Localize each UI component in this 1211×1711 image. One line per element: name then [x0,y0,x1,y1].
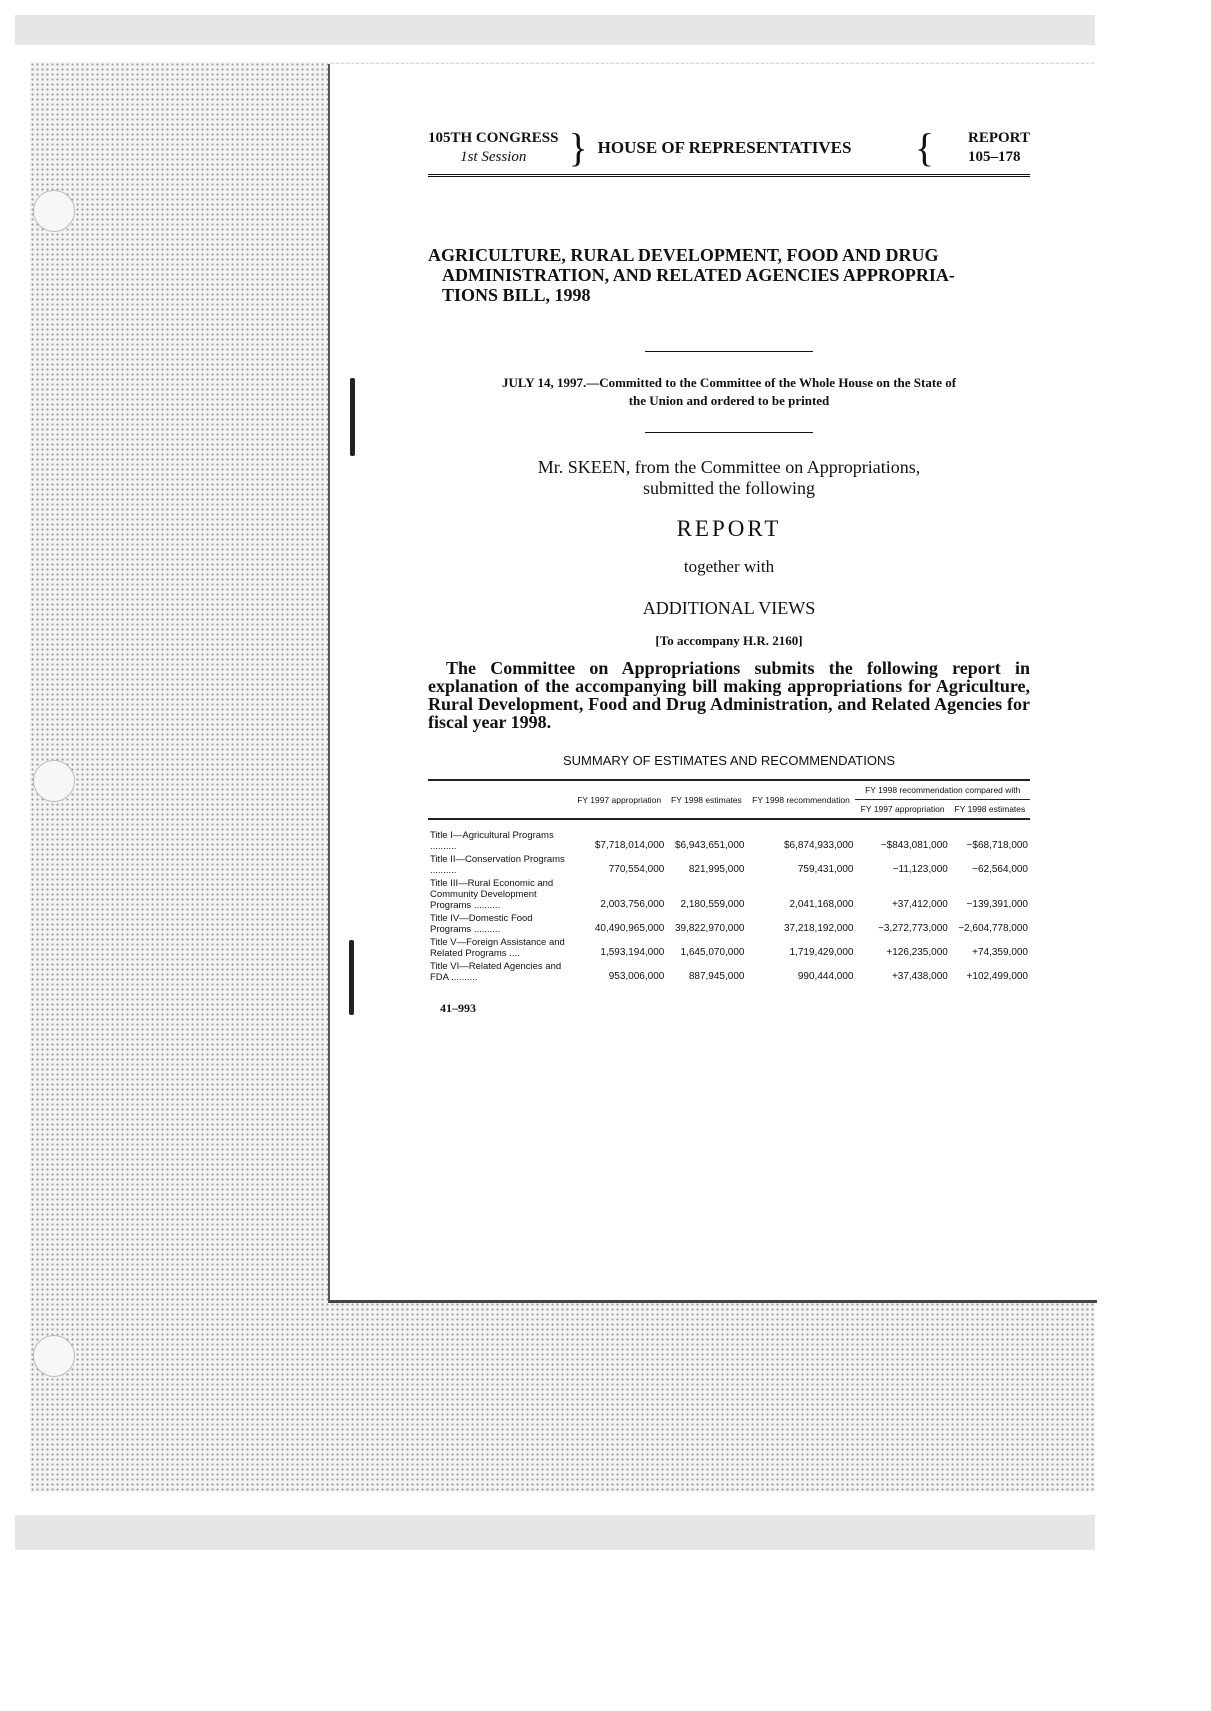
chamber: HOUSE OF REPRESENTATIVES [597,138,852,157]
table-cell: −139,391,000 [966,899,1028,910]
column-header: FY 1997 appropriation [572,780,666,819]
bill-title [428,245,1030,305]
together-with: together with [683,557,775,576]
date-line [428,374,1030,410]
table-cell: 887,945,000 [688,971,745,982]
body-paragraph: The Committee on Appropriations submits the following report in explanation of the accompanying bill making appropriations for Agriculture, Rural Development, Food and Drug Administration, and Related Agencies for fiscal year 1998. [428,658,1030,732]
row-label: Title II—Conservation Programs .......... [430,854,565,876]
table-cell: 1,593,194,000 [600,947,665,958]
table-cell: 2,003,756,000 [600,899,665,910]
table-cell: 953,006,000 [608,971,665,982]
row-label: Title III—Rural Economic and Community Development Programs .......... [430,878,554,911]
title-line: AGRICULTURE, RURAL DEVELOPMENT, FOOD AND DRUG [428,245,939,265]
table-row [428,935,1030,959]
table-title: SUMMARY OF ESTIMATES AND RECOMMENDATIONS [562,753,895,768]
column-header: FY 1997 appropriation [855,800,949,820]
scan-bottom-band [15,1515,1095,1550]
title-line: ADMINISTRATION, AND RELATED AGENCIES APPROPRIA- [442,265,955,285]
table-cell: +74,359,000 [972,947,1028,958]
report-number: 105–178 [968,149,1021,165]
table-cell: 40,490,965,000 [594,923,665,934]
table-cell: −$843,081,000 [880,840,948,851]
report-heading: REPORT [676,516,782,541]
page-content [428,125,1030,1016]
column-header: FY 1998 estimates [666,780,746,819]
table-cell: +126,235,000 [886,947,948,958]
blank-header [428,780,572,819]
brace-right: } [568,125,588,170]
table-cell: 1,719,429,000 [789,947,854,958]
document-header [428,125,1030,177]
intro-line: submitted the following [643,478,815,498]
table-cell: 759,431,000 [797,864,854,875]
footer-code: 41–993 [440,1001,476,1015]
punch-hole [33,1335,75,1377]
table-cell: $6,874,933,000 [783,840,854,851]
row-label: Title V—Foreign Assistance and Related Programs .... [430,937,565,959]
table-cell: $6,943,651,000 [674,840,745,851]
table-row [428,911,1030,935]
table-cell: 770,554,000 [608,864,665,875]
table-cell: 39,822,970,000 [674,923,745,934]
table-row [428,852,1030,876]
punch-hole [33,190,75,232]
title-line: TIONS BILL, 1998 [442,285,591,305]
table-cell: 2,041,168,000 [789,899,854,910]
column-header: FY 1998 recommendation [746,780,855,819]
table-cell: 990,444,000 [797,971,854,982]
table-cell: 821,995,000 [688,864,745,875]
accompany-note: [To accompany H.R. 2160] [655,633,803,648]
table-cell: −2,604,778,000 [958,923,1028,934]
date-text: JULY 14, 1997.—Committed to the Committee of the Whole House on the State of [501,375,957,390]
summary-table [428,779,1030,983]
table-row [428,959,1030,983]
column-header: FY 1998 estimates [950,800,1030,820]
row-label: Title I—Agricultural Programs .......... [430,830,554,852]
table-row [428,876,1030,911]
separator [645,432,813,433]
scan-top-band [15,15,1095,45]
table-cell: −$68,718,000 [966,840,1028,851]
session: 1st Session [460,149,527,165]
table-row [428,819,1030,852]
row-label: Title IV—Domestic Food Programs .......... [430,913,533,935]
intro [428,457,1030,499]
report-id [968,129,1030,167]
report-label: REPORT [968,130,1030,146]
brace-left: { [914,125,935,170]
separator [645,351,813,352]
binding-mark [350,378,355,456]
punch-hole [33,760,75,802]
group-header: FY 1998 recommendation compared with [855,780,1030,800]
table-cell: +37,438,000 [891,971,948,982]
row-label: Title VI—Related Agencies and FDA .......... [430,961,562,983]
table-cell: +37,412,000 [891,899,948,910]
table-cell: −11,123,000 [892,864,948,875]
table-cell: +102,499,000 [966,971,1028,982]
binding-mark [349,940,354,1015]
congress: 105TH CONGRESS [428,130,559,146]
table-cell: 1,645,070,000 [680,947,745,958]
intro-line: Mr. SKEEN, from the Committee on Appropriations, [537,457,921,477]
congress-session [428,129,558,167]
table-cell: −3,272,773,000 [878,923,948,934]
table-cell: $7,718,014,000 [594,840,665,851]
additional-views: ADDITIONAL VIEWS [642,598,816,618]
table-cell: 2,180,559,000 [680,899,745,910]
table-cell: −62,564,000 [972,864,1028,875]
table-cell: 37,218,192,000 [783,923,854,934]
date-text: the Union and ordered to be printed [628,393,830,408]
